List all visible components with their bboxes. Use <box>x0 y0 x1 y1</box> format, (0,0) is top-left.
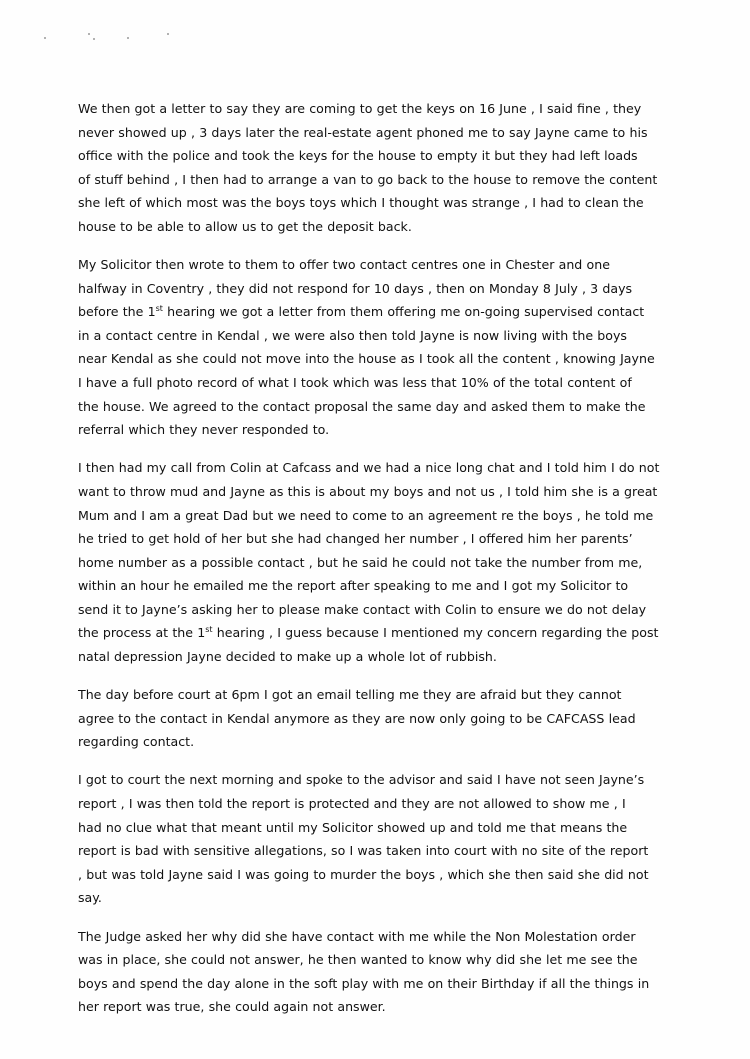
text-run: office with the police and took the keys for the house to empty it but they had left loads <box>78 148 638 164</box>
text-run: , but was told Jayne said I was going to murder the boys , which she then said she did not <box>78 866 649 882</box>
document-body <box>78 97 660 1033</box>
text-run: regarding contact. <box>78 734 195 750</box>
text-line <box>78 948 653 972</box>
text-run: halfway in Coventry , they did not respond for 10 days , then on Monday 8 July , 3 days <box>78 280 633 296</box>
text-line <box>78 97 653 121</box>
text-line <box>78 144 653 168</box>
text-line <box>78 816 653 840</box>
text-line <box>78 792 653 816</box>
text-run: want to throw mud and Jayne as this is about my boys and not us , I told him she is a great <box>78 483 658 499</box>
text-line <box>78 598 653 622</box>
text-run: boys and spend the day alone in the soft play with me on their Birthday if all the things in <box>78 975 650 991</box>
text-line <box>78 191 653 215</box>
text-line <box>78 395 653 419</box>
text-run: I have a full photo record of what I took which was less that 10% of the total content of <box>78 375 632 391</box>
text-run: in a contact centre in Kendal , we were also then told Jayne is now living with the boys <box>78 327 627 343</box>
ordinal-superscript: st <box>205 625 213 635</box>
text-run: before the 1 <box>78 304 156 320</box>
text-line <box>78 480 658 504</box>
text-line <box>78 371 653 395</box>
text-run: I then had my call from Colin at Cafcass and we had a nice long chat and I told him I do not <box>78 460 660 476</box>
text-run: I got to court the next morning and spoke to the advisor and said I have not seen Jayne’s <box>78 772 645 788</box>
text-run: of stuff behind , I then had to arrange a van to go back to the house to remove the content <box>78 171 658 187</box>
text-line <box>78 645 653 669</box>
text-run: referral which they never responded to. <box>78 422 330 438</box>
text-line <box>78 995 653 1019</box>
text-line <box>78 300 653 324</box>
text-run: had no clue what that meant until my Solicitor showed up and told me that means the <box>78 819 628 835</box>
text-run: say. <box>78 890 102 906</box>
paragraph <box>78 925 653 1019</box>
text-run: was in place, she could not answer, he then wanted to know why did she let me see the <box>78 952 638 968</box>
text-line <box>78 972 653 996</box>
text-line <box>78 277 653 301</box>
text-run: send it to Jayne’s asking her to please make contact with Colin to ensure we do not delay <box>78 601 647 617</box>
text-run: he tried to get hold of her but she had changed her number , I offered him her parents’ <box>78 531 633 547</box>
ordinal-superscript: st <box>155 304 163 314</box>
text-line <box>78 215 653 239</box>
text-run: the process at the 1 <box>78 625 206 641</box>
text-run: The Judge asked her why did she have contact with me while the Non Molestation order <box>78 928 636 944</box>
text-run: My Solicitor then wrote to them to offer two contact centres one in Chester and one <box>78 257 610 273</box>
text-run: Mum and I am a great Dad but we need to come to an agreement re the boys , he told me <box>78 507 654 523</box>
paragraph <box>78 456 660 668</box>
text-run: agree to the contact in Kendal anymore as they are now only going to be CAFCASS lead <box>78 710 636 726</box>
text-line <box>78 551 653 575</box>
text-line <box>78 768 653 792</box>
text-line <box>78 168 658 192</box>
text-line <box>78 683 653 707</box>
text-run: report , I was then told the report is protected and they are not allowed to show me , I <box>78 796 626 812</box>
text-line <box>78 121 653 145</box>
text-run: report is bad with sensitive allegations, so I was taken into court with no site of the report <box>78 843 649 859</box>
text-line <box>78 839 653 863</box>
text-run: We then got a letter to say they are coming to get the keys on 16 June , I said fine , they <box>78 101 642 116</box>
text-run: never showed up , 3 days later the real-estate agent phoned me to say Jayne came to his <box>78 124 648 140</box>
text-run: hearing we got a letter from them offering me on-going supervised contact <box>162 304 645 320</box>
text-line <box>78 574 653 598</box>
paragraph <box>78 253 653 442</box>
text-line <box>78 504 653 528</box>
text-line <box>78 925 653 949</box>
text-run: she left of which most was the boys toys which I thought was strange , I had to clean the <box>78 195 644 211</box>
text-run: home number as a possible contact , but he said he could not take the number from me, <box>78 554 643 570</box>
paragraph <box>78 683 653 754</box>
text-line <box>78 886 653 910</box>
text-line <box>78 253 653 277</box>
text-run: The day before court at 6pm I got an email telling me they are afraid but they cannot <box>78 687 622 703</box>
text-run: within an hour he emailed me the report after speaking to me and I got my Solicitor to <box>78 578 629 594</box>
text-line <box>78 527 653 551</box>
text-run: the house. We agreed to the contact proposal the same day and asked them to make the <box>78 398 646 414</box>
text-run: hearing , I guess because I mentioned my concern regarding the post <box>212 625 659 641</box>
text-line <box>78 456 660 480</box>
text-line <box>78 863 653 887</box>
paragraph <box>78 97 658 239</box>
text-run: natal depression Jayne decided to make up a whole lot of rubbish. <box>78 649 497 665</box>
text-run: house to be able to allow us to get the deposit back. <box>78 218 412 234</box>
text-line <box>78 707 653 731</box>
text-run: her report was true, she could again not answer. <box>78 999 386 1015</box>
text-line <box>78 347 653 371</box>
text-line <box>78 324 653 348</box>
paragraph <box>78 768 653 910</box>
text-line <box>78 418 653 442</box>
text-line <box>78 730 653 754</box>
text-run: near Kendal as she could not move into the house as I took all the content , knowing Jayne <box>78 351 655 367</box>
text-line <box>78 621 659 645</box>
